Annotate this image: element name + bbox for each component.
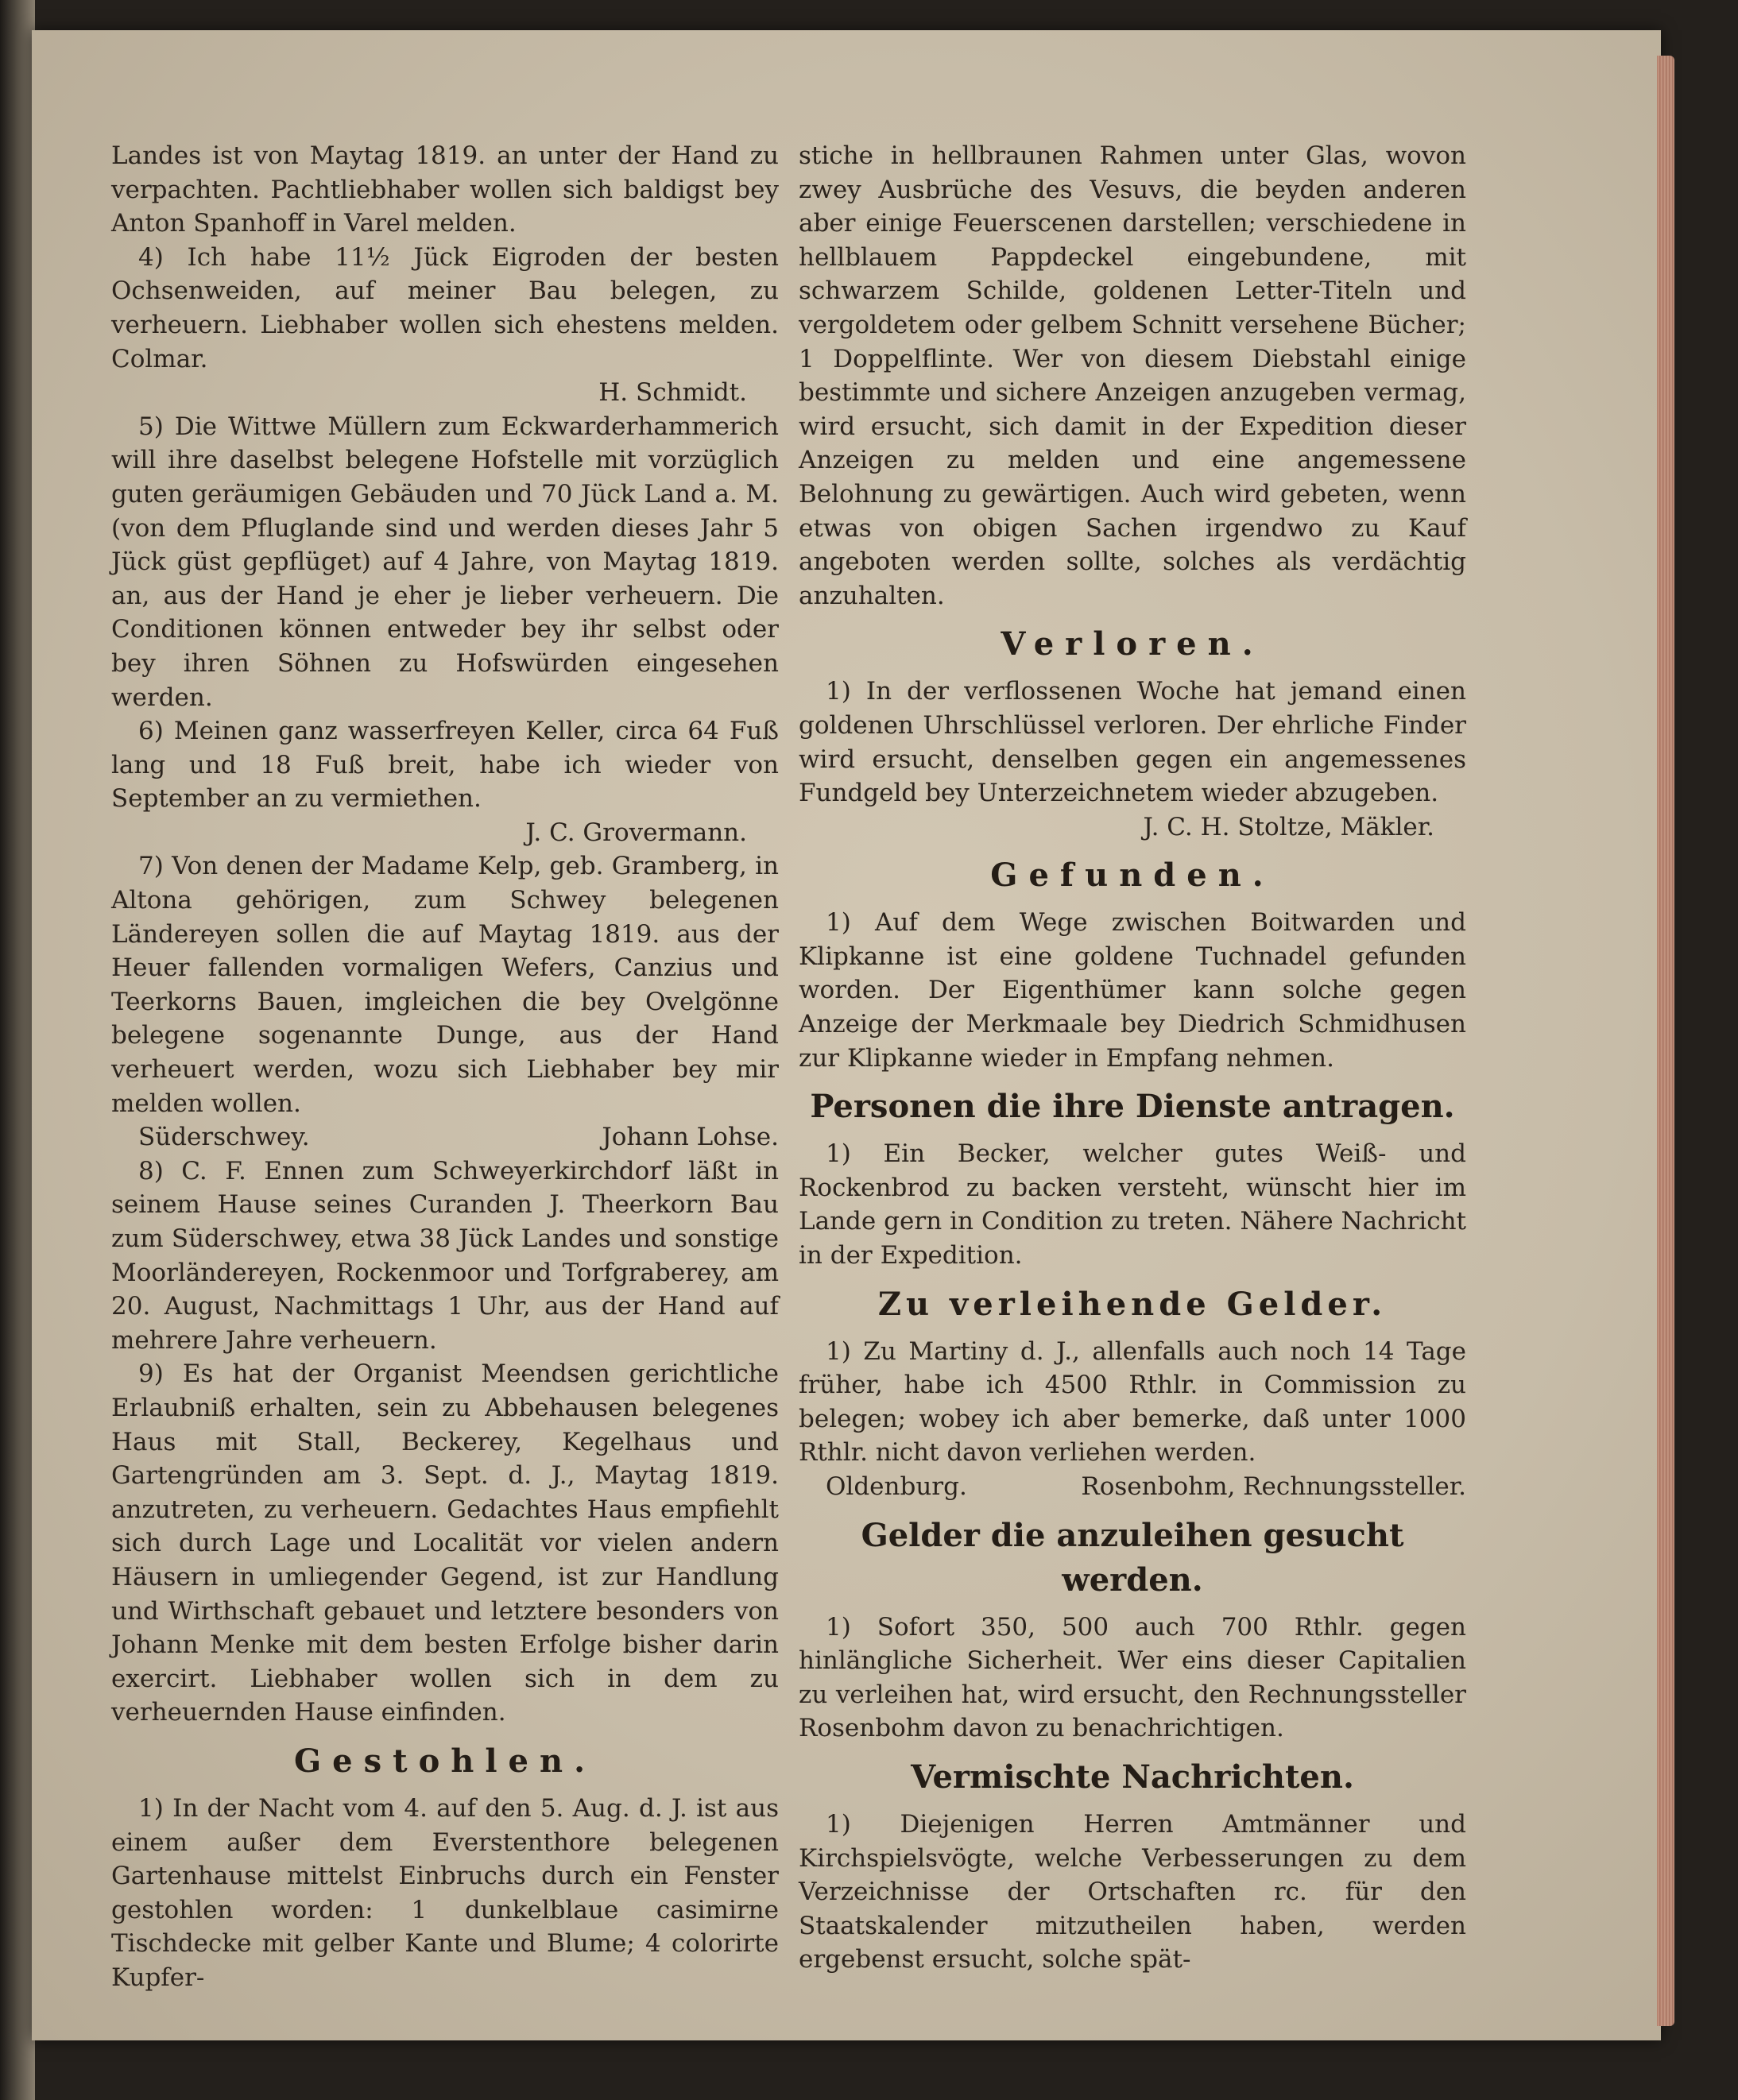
gefunden-1: 1) Auf dem Wege zwischen Boitwarden und Klipkanne ist eine goldene Tuchnadel gefunden worden. Der Eigenthümer kann solche gegen Anzeige der Merkmaale bey Diedrich Schmidhusen zur Klipkanne wieder in Empfang nehmen. — [799, 908, 1466, 1073]
notice-7-signature: Johann Lohse. — [602, 1123, 779, 1152]
notice-9: 9) Es hat der Organist Meendsen gerichtliche Erlaubniß erhalten, sein zu Abbehausen belegenes Haus mit Stall, Beckerey, Kegelhaus und Gartengründen am 3. Sept. d. J., Maytag 1819. anzutreten, zu verheuern. Gedachtes Haus empfiehlt sich durch Lage und Localität vor vielen andern Häusern in umliegender Gegend, ist zur Handlung und Wirthschaft gebauet und letztere besonders von Johann Menke mit dem besten Erfolge bisher darin exercirt. Liebhaber wollen sich in dem zu verheuernden Hause einfinden. — [111, 1359, 779, 1727]
gelder-1: 1) Zu Martiny d. J., allenfalls auch noch 14 Tage früher, habe ich 4500 Rthlr. in Commission zu belegen; wobey ich aber bemerke, daß unter 1000 Rthlr. nicht davon verliehen werden. — [799, 1336, 1466, 1468]
heading-zu-verleihende-gelder: Zu verleihende Gelder. — [877, 1285, 1388, 1323]
notice-6-signature: J. C. Grovermann. — [525, 818, 747, 847]
page-edges — [1657, 56, 1674, 2026]
notice-4-signature: H. Schmidt. — [598, 378, 747, 408]
intro-paragraph: Landes ist von Maytag 1819. an unter der Hand zu verpachten. Pachtliebhaber wollen sich baldigst bey Anton Spanhoff in Varel melden. — [111, 141, 779, 238]
notice-7-footer — [111, 1120, 779, 1154]
left-column — [111, 139, 779, 1994]
gelder-1-footer — [799, 1470, 1466, 1504]
heading-verloren: Verloren. — [1001, 625, 1264, 663]
notice-8: 8) C. F. Ennen zum Schweyerkirchdorf läßt in seinem Hause seines Curanden J. Theerkorn Bau zum Süderschwey, etwa 38 Jück Landes und sonstige Moorländereyen, Rockenmoor und Torfgraberey, am 20. August, Nachmittags 1 Uhr, aus der Hand auf mehrere Jahre verheuern. — [111, 1156, 779, 1355]
notice-4: 4) Ich habe 11½ Jück Eigroden der besten Ochsenweiden, auf meiner Bau belegen, zu verheuern. Liebhaber wollen sich ehestens melden. Colmar. — [111, 242, 779, 373]
personen-1: 1) Ein Becker, welcher gutes Weiß- und Rockenbrod zu backen versteht, wünscht hier im Lande gern in Condition zu treten. Nähere Nachricht in der Expedition. — [799, 1139, 1466, 1270]
verloren-1: 1) In der verflossenen Woche hat jemand einen goldenen Uhrschlüssel verloren. Der ehrliche Finder wird ersucht, denselben gegen ein angemessenes Fundgeld bey Unterzeichnetem wieder abzugeben. — [799, 677, 1466, 808]
book-gutter — [0, 0, 35, 2100]
right-column — [799, 139, 1466, 1977]
notice-5: 5) Die Wittwe Müllern zum Eckwarderhammerich will ihre daselbst belegene Hofstelle mit vorzüglich guten geräumigen Gebäuden und 70 Jück Land a. M. (von dem Pfluglande sind und werden dieses Jahr 5 Jück güst gepflüget) auf 4 Jahre, von Maytag 1819. an, aus der Hand je eher je lieber verheuern. Die Conditionen können entweder bey ihr selbst oder bey ihren Söhnen zu Hofswürden eingesehen werden. — [111, 412, 779, 712]
notice-7: 7) Von denen der Madame Kelp, geb. Gramberg, in Altona gehörigen, zum Schwey belegenen Ländereyen sollen die auf Maytag 1819. aus der Heuer fallenden vormaligen Wefers, Canzius und Teerkorns Bauen, imgleichen die bey Ovelgönne belegene sogenannte Dunge, aus der Hand verheuert werden, wozu sich Liebhaber bey mir melden wollen. — [111, 852, 779, 1118]
gelder-1-signature: Rosenbohm, Rechnungssteller. — [1081, 1472, 1466, 1501]
gestohlen-1: 1) In der Nacht vom 4. auf den 5. Aug. d. J. ist aus einem außer dem Everstenthore belegenen Gartenhause mittelst Einbruchs durch ein Fenster gestohlen worden: 1 dunkelblaue casimirne Tischdecke mit gelber Kante und Blume; 4 colorirte Kupfer- — [111, 1793, 779, 1992]
vermischte-1: 1) Diejenigen Herren Amtmänner und Kirchspielsvögte, welche Verbesserungen zu dem Verzeichnisse der Ortschaften rc. für den Staatskalender mitzutheilen haben, werden ergebenst ersucht, solche spät- — [799, 1809, 1466, 1974]
anzuleihen-1: 1) Sofort 350, 500 auch 700 Rthlr. gegen hinlängliche Sicherheit. Wer eins dieser Capitalien zu verleihen hat, wird ersucht, den Rechnungssteller Rosenbohm davon zu benachrichtigen. — [799, 1612, 1466, 1743]
heading-vermischte-nachrichten: Vermischte Nachrichten. — [911, 1758, 1354, 1796]
gelder-1-place: Oldenburg. — [826, 1472, 967, 1501]
heading-gefunden: Gefunden. — [990, 857, 1275, 895]
notice-6: 6) Meinen ganz wasserfreyen Keller, circa 64 Fuß lang und 18 Fuß breit, habe ich wieder von September an zu vermiethen. — [111, 717, 779, 814]
heading-personen: Personen die ihre Dienste antragen. — [810, 1088, 1455, 1126]
heading-gestohlen: Gestohlen. — [293, 1742, 597, 1780]
notice-7-place: Süderschwey. — [138, 1123, 310, 1152]
heading-anzuleihen: Gelder die anzuleihen gesucht werden. — [861, 1516, 1404, 1599]
verloren-1-signature: J. C. H. Stoltze, Mäkler. — [1143, 812, 1434, 841]
gestohlen-1-continued: stiche in hellbraunen Rahmen unter Glas, wovon zwey Ausbrüche des Vesuvs, die beyden anderen aber einige Feuerscenen darstellen; verschiedene in hellblauem Pappdeckel eingebundene, mit schwarzem Schilde, goldenen Letter-Titeln und vergoldetem oder gelbem Schnitt versehene Bücher; 1 Doppelflinte. Wer von diesem Diebstahl einige bestimmte und sichere Anzeigen anzugeben vermag, wird ersucht, sich damit in der Expedition dieser Anzeigen zu melden und eine angemessene Belohnung zu gewärtigen. Auch wird gebeten, wenn etwas von obigen Sachen irgendwo zu Kauf angeboten werden sollte, solches als verdächtig anzuhalten. — [799, 141, 1466, 610]
